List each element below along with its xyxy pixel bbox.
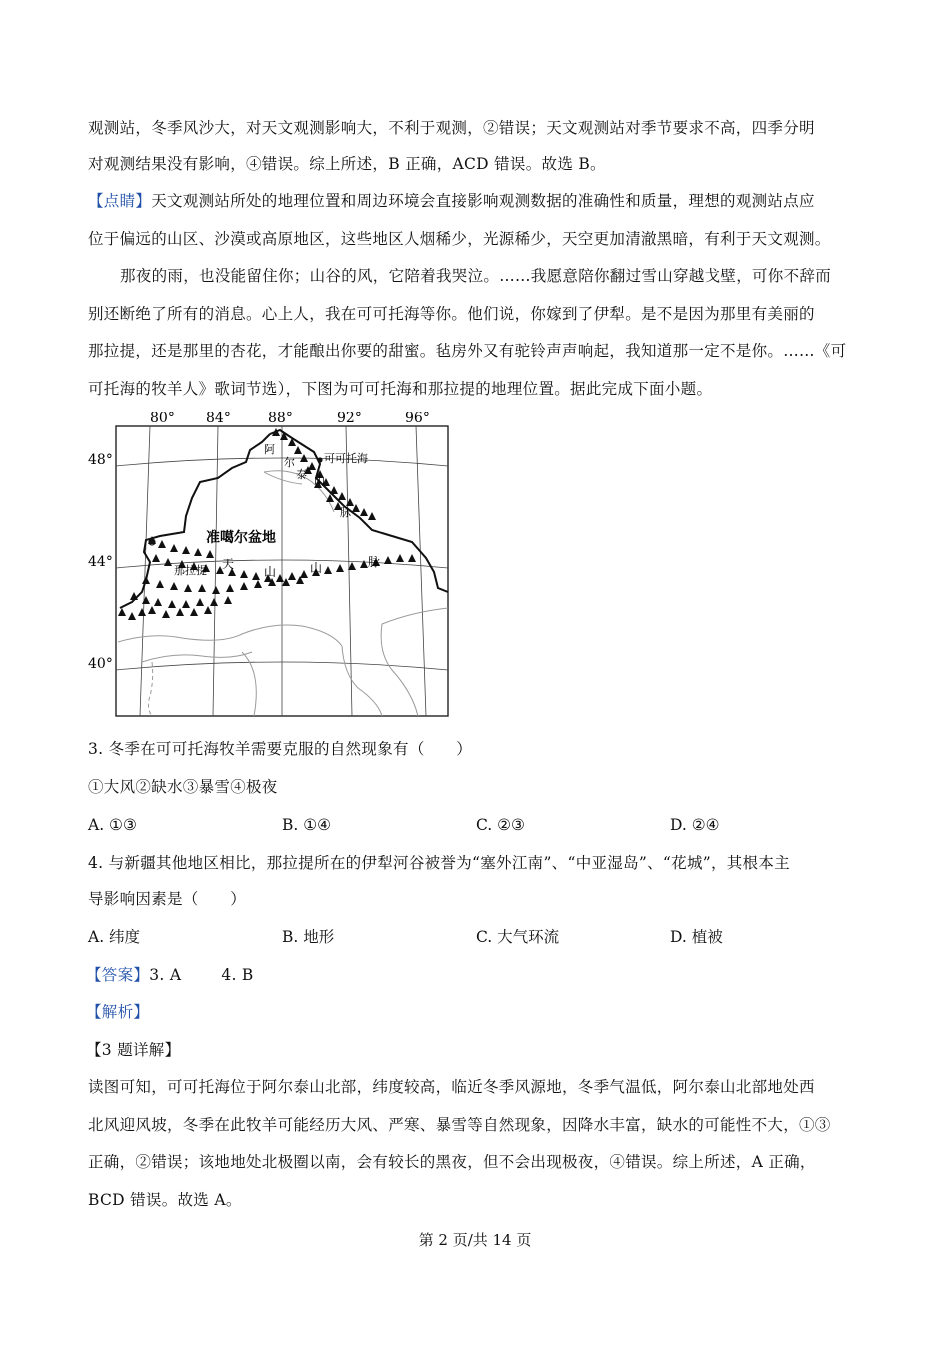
lon-label-88: 88° — [268, 412, 293, 426]
q3-option-b: B. ①④ — [282, 816, 332, 834]
detail3-heading: 【3 题详解】 — [86, 1041, 181, 1059]
q4-option-c: C. 大气环流 — [476, 928, 560, 946]
text-line: 位于偏远的山区、沙漠或高原地区，这些地区人烟稀少，光源稀少，天空更加清澈黑暗，有利于天文观测。 — [88, 230, 831, 248]
q4-stem-line-1: 4. 与新疆其他地区相比，那拉提所在的伊犁河谷被誉为“塞外江南”、“中亚湿岛”、“花城”，其根本主 — [88, 854, 790, 872]
q4-option-a: A. 纬度 — [88, 928, 141, 946]
text-line: 观测站，冬季风沙大，对天文观测影响大，不利于观测，②错误；天文观测站对季节要求不高，四季分明 — [88, 119, 815, 137]
lat-label-48: 48° — [88, 452, 113, 468]
label-shan-2: 山 — [310, 561, 323, 575]
q4-stem-line-2: 导影响因素是（ ） — [88, 890, 247, 908]
label-nalati: 那拉提 — [174, 564, 207, 577]
answer-line — [86, 965, 254, 985]
q3-stem: 3. 冬季在可可托海牧羊需要克服的自然现象有（ ） — [88, 740, 473, 758]
label-altai-er: 尔 — [284, 456, 295, 469]
answer-q4: 4. B — [221, 966, 254, 984]
answer-q3: 3. A — [149, 966, 182, 984]
text-line: BCD 错误。故选 A。 — [88, 1191, 242, 1209]
keketuohai-marker — [317, 457, 322, 462]
label-keketuohai: 可可托海 — [324, 452, 368, 465]
lon-label-80: 80° — [150, 412, 175, 426]
q3-option-a: A. ①③ — [88, 816, 137, 834]
q4-option-b: B. 地形 — [282, 928, 335, 946]
q3-option-d: D. ②④ — [670, 816, 720, 834]
text-line: 别还断绝了所有的消息。心上人，我在可可托海等你。他们说，你嫁到了伊犁。是不是因为那里有美丽的 — [88, 305, 815, 323]
label-basin: 准噶尔盆地 — [206, 530, 276, 546]
label-altai-shan: 山 — [314, 474, 325, 487]
q4-option-d: D. 植被 — [670, 928, 723, 946]
rivers — [118, 471, 448, 716]
label-mai: 脉 — [368, 555, 381, 569]
label-tian: 天 — [222, 557, 235, 571]
lat-label-44: 44° — [88, 554, 113, 570]
text-line: 那拉提，还是那里的杏花，才能酿出你要的甜蜜。毡房外又有驼铃声声响起，我知道那一定不是你。……《可 — [88, 342, 847, 360]
text-span: 天文观测站所处的地理位置和周边环境会直接影响观测数据的准确性和质量，理想的观测站点应 — [151, 192, 815, 210]
text-line: 正确，②错误；该地地处北极圈以南，会有较长的黑夜，但不会出现极夜，④错误。综上所述，A 正确， — [88, 1153, 816, 1171]
q3-items: ①大风②缺水③暴雪④极夜 — [88, 778, 278, 796]
q3-option-c: C. ②③ — [476, 816, 525, 834]
map-figure — [82, 412, 452, 720]
dianjing-tag: 【点睛】 — [88, 192, 152, 210]
text-line: 北风迎风坡，冬季在此牧羊可能经历大风、严寒、暴雪等自然现象，因降水丰富，缺水的可能性不大，①③ — [88, 1116, 831, 1134]
text-line: 那夜的雨，也没能留住你；山谷的风，它陪着我哭泣。……我愿意陪你翻过雪山穿越戈壁，可你不辞而 — [120, 267, 832, 285]
label-altai-a: 阿 — [264, 443, 275, 456]
dianjing-line-1 — [88, 191, 815, 211]
answer-tag: 【答案】 — [86, 966, 150, 984]
lat-label-40: 40° — [88, 656, 113, 672]
lon-label-92: 92° — [337, 412, 362, 426]
analysis-tag: 【解析】 — [86, 1003, 150, 1021]
label-shan: 山 — [264, 565, 277, 579]
label-altai-tai: 泰 — [296, 468, 307, 481]
lon-label-96: 96° — [405, 412, 430, 426]
page-footer: 第 2 页/共 14 页 — [418, 1231, 532, 1249]
text-line: 对观测结果没有影响，④错误。综上所述，B 正确，ACD 错误。故选 B。 — [88, 155, 606, 173]
text-line: 读图可知，可可托海位于阿尔泰山北部，纬度较高，临近冬季风源地，冬季气温低，阿尔泰山北部地处西 — [88, 1078, 815, 1096]
text-line: 可托海的牧羊人》歌词节选），下图为可可托海和那拉提的地理位置。据此完成下面小题。 — [88, 380, 713, 398]
label-altai-mai: 脉 — [340, 506, 351, 519]
lon-label-84: 84° — [206, 412, 231, 426]
